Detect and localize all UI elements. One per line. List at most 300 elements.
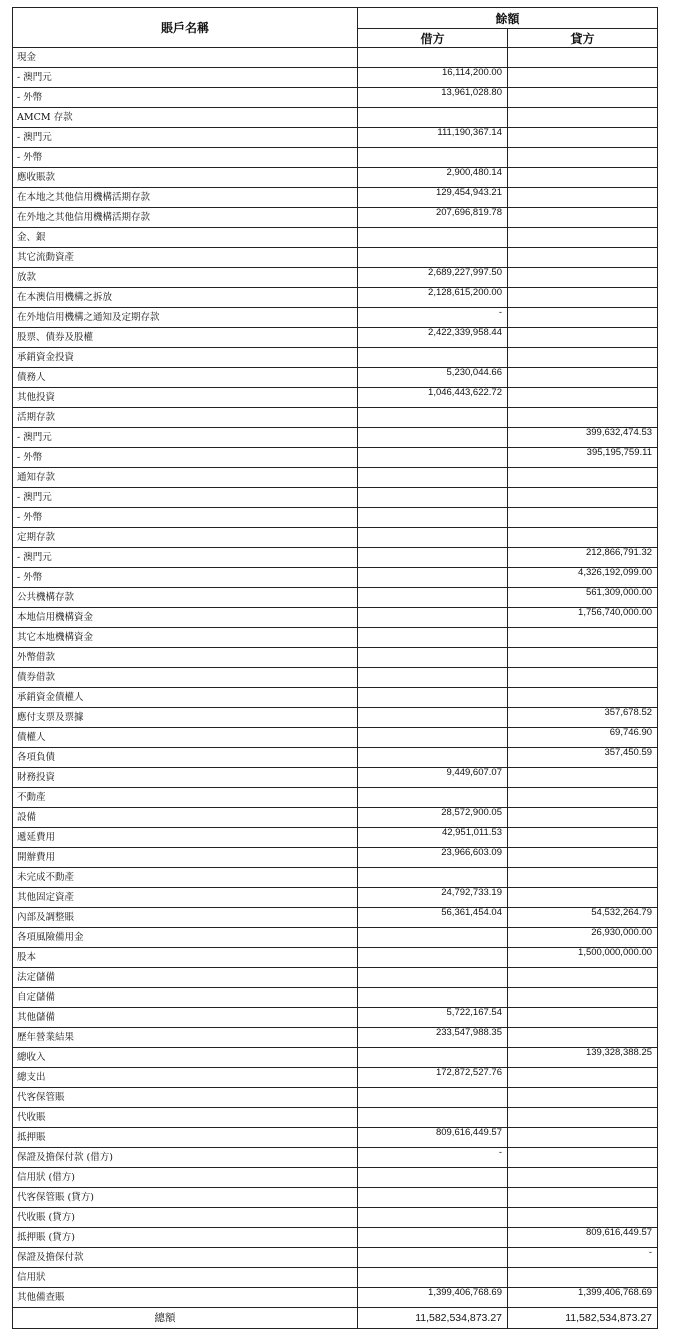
table-row [13, 568, 658, 588]
debit-cell [358, 108, 508, 128]
debit-value: 129,454,943.21 [435, 187, 502, 198]
account-name-cell: 未完成不動產 [13, 868, 358, 888]
credit-cell [508, 748, 658, 768]
debit-cell [358, 728, 508, 748]
debit-cell [358, 568, 508, 588]
credit-value: 139,328,388.25 [585, 1047, 653, 1058]
credit-value: - [648, 1247, 653, 1258]
table-row [13, 328, 658, 348]
credit-cell [508, 848, 658, 868]
debit-cell [358, 68, 508, 88]
debit-cell [358, 848, 508, 868]
debit-value: 56,361,454.04 [441, 907, 502, 918]
account-name-cell: 財務投資 [13, 768, 358, 788]
account-name-cell: 其他固定資產 [13, 888, 358, 908]
debit-cell [358, 688, 508, 708]
debit-cell [358, 968, 508, 988]
credit-cell [508, 908, 658, 928]
account-name-cell: 其它流動資產 [13, 248, 358, 268]
table-row [13, 428, 658, 448]
credit-cell [508, 268, 658, 288]
debit-cell [358, 88, 508, 108]
credit-cell [508, 88, 658, 108]
debit-cell [358, 168, 508, 188]
credit-value: 561,309,000.00 [585, 587, 653, 598]
debit-cell [358, 548, 508, 568]
credit-value: 212,866,791.32 [585, 547, 653, 558]
table-row [13, 1028, 658, 1048]
credit-cell [508, 688, 658, 708]
table-row [13, 1268, 658, 1288]
table-row [13, 608, 658, 628]
debit-cell [358, 928, 508, 948]
table-row [13, 128, 658, 148]
credit-cell [508, 348, 658, 368]
credit-cell [508, 1268, 658, 1288]
credit-cell [508, 468, 658, 488]
header-credit: 貸方 [508, 29, 658, 48]
debit-cell [358, 828, 508, 848]
debit-cell [358, 1288, 508, 1308]
account-name-cell: 承銷資金投資 [13, 348, 358, 368]
table-row [13, 948, 658, 968]
debit-cell [358, 1248, 508, 1268]
debit-cell [358, 868, 508, 888]
credit-cell [508, 788, 658, 808]
credit-cell [508, 648, 658, 668]
credit-cell [508, 1188, 658, 1208]
debit-value: 28,572,900.05 [441, 807, 502, 818]
balance-sheet [12, 7, 657, 1329]
table-row [13, 1088, 658, 1108]
account-name-cell: 開辦費用 [13, 848, 358, 868]
account-name-cell: - 外幣 [13, 508, 358, 528]
credit-cell [508, 228, 658, 248]
account-name-cell: 放款 [13, 268, 358, 288]
debit-value: - [498, 307, 502, 318]
table-row [13, 808, 658, 828]
table-body [13, 48, 658, 1308]
account-name-cell: - 澳門元 [13, 548, 358, 568]
account-name-cell: 抵押賬 [13, 1128, 358, 1148]
credit-cell [508, 1128, 658, 1148]
account-name-cell: 信用狀 [13, 1268, 358, 1288]
debit-cell [358, 788, 508, 808]
credit-cell [508, 288, 658, 308]
debit-cell [358, 188, 508, 208]
table-row [13, 348, 658, 368]
account-name-cell: 遞延費用 [13, 828, 358, 848]
debit-cell [358, 1108, 508, 1128]
credit-cell [508, 948, 658, 968]
table-row [13, 868, 658, 888]
credit-cell [508, 1228, 658, 1248]
table-row [13, 88, 658, 108]
debit-cell [358, 48, 508, 68]
debit-cell [358, 228, 508, 248]
table-row [13, 1108, 658, 1128]
debit-cell [358, 268, 508, 288]
credit-cell [508, 1108, 658, 1128]
credit-cell [508, 68, 658, 88]
table-row [13, 68, 658, 88]
table-row [13, 748, 658, 768]
debit-cell [358, 488, 508, 508]
total-credit: 11,582,534,873.27 [508, 1308, 658, 1329]
account-name-cell: - 外幣 [13, 568, 358, 588]
debit-cell [358, 948, 508, 968]
debit-value: 2,128,615,200.00 [428, 287, 502, 298]
table-row [13, 108, 658, 128]
credit-cell [508, 148, 658, 168]
credit-cell [508, 1008, 658, 1028]
debit-value: 16,114,200.00 [441, 67, 502, 78]
debit-cell [358, 248, 508, 268]
debit-cell [358, 588, 508, 608]
debit-value: 233,547,988.35 [435, 1027, 502, 1038]
account-name-cell: 其他投資 [13, 388, 358, 408]
table-row [13, 1008, 658, 1028]
total-label: 總額 [13, 1308, 358, 1329]
debit-value: 2,900,480.14 [446, 167, 502, 178]
table-row [13, 1048, 658, 1068]
credit-value: 1,399,406,768.69 [578, 1287, 653, 1298]
total-row [13, 1308, 658, 1329]
account-name-cell: 總支出 [13, 1068, 358, 1088]
table-row [13, 488, 658, 508]
debit-value: 5,722,167.54 [446, 1007, 502, 1018]
table-row [13, 448, 658, 468]
debit-cell [358, 148, 508, 168]
table-row [13, 888, 658, 908]
credit-cell [508, 928, 658, 948]
account-name-cell: 承銷資金債權人 [13, 688, 358, 708]
credit-cell [508, 868, 658, 888]
debit-cell [358, 1068, 508, 1088]
account-name-cell: 代客保管賬 [13, 1088, 358, 1108]
account-name-cell: 在本澳信用機構之拆放 [13, 288, 358, 308]
account-name-cell: - 外幣 [13, 88, 358, 108]
table-row [13, 1168, 658, 1188]
debit-cell [358, 408, 508, 428]
credit-cell [508, 808, 658, 828]
account-name-cell: - 澳門元 [13, 428, 358, 448]
table-row [13, 788, 658, 808]
table-row [13, 1208, 658, 1228]
credit-value: 26,930,000.00 [591, 927, 653, 938]
credit-cell [508, 128, 658, 148]
credit-cell [508, 208, 658, 228]
account-name-cell: 其他備查賬 [13, 1288, 358, 1308]
table-row [13, 988, 658, 1008]
table-row [13, 728, 658, 748]
debit-cell [358, 748, 508, 768]
table-row [13, 288, 658, 308]
account-name-cell: 其它本地機構資金 [13, 628, 358, 648]
account-name-cell: 法定儲備 [13, 968, 358, 988]
header-account-name: 賬戶名稱 [13, 8, 358, 48]
table-row [13, 268, 658, 288]
account-name-cell: 活期存款 [13, 408, 358, 428]
credit-value: 69,746.90 [609, 727, 653, 738]
debit-cell [358, 668, 508, 688]
account-name-cell: 定期存款 [13, 528, 358, 548]
debit-value: 111,190,367.14 [437, 127, 502, 138]
table-row [13, 848, 658, 868]
account-name-cell: 應付支票及票據 [13, 708, 358, 728]
credit-value: 357,450.59 [604, 747, 653, 758]
account-name-cell: 總收入 [13, 1048, 358, 1068]
credit-cell [508, 668, 658, 688]
account-name-cell: 股本 [13, 948, 358, 968]
table-row [13, 468, 658, 488]
debit-cell [358, 1048, 508, 1068]
table-row [13, 228, 658, 248]
credit-value: 4,326,192,099.00 [578, 567, 653, 578]
account-name-cell: 公共機構存款 [13, 588, 358, 608]
credit-cell [508, 1068, 658, 1088]
credit-cell [508, 1088, 658, 1108]
total-debit: 11,582,534,873.27 [358, 1308, 508, 1329]
table-row [13, 1148, 658, 1168]
credit-cell [508, 1248, 658, 1268]
table-row [13, 1288, 658, 1308]
account-name-cell: 代客保管賬 (貸方) [13, 1188, 358, 1208]
credit-cell [508, 188, 658, 208]
account-name-cell: 在外地之其他信用機構活期存款 [13, 208, 358, 228]
table-row [13, 368, 658, 388]
debit-value: 23,966,603.09 [441, 847, 502, 858]
debit-cell [358, 888, 508, 908]
credit-cell [508, 828, 658, 848]
debit-cell [358, 368, 508, 388]
account-name-cell: 歷年營業結果 [13, 1028, 358, 1048]
table-row [13, 308, 658, 328]
debit-cell [358, 508, 508, 528]
table-row [13, 628, 658, 648]
credit-cell [508, 448, 658, 468]
accounts-table [12, 7, 658, 1329]
account-name-cell: 內部及調整賬 [13, 908, 358, 928]
table-row [13, 648, 658, 668]
table-row [13, 828, 658, 848]
table-row [13, 528, 658, 548]
table-row [13, 1248, 658, 1268]
account-name-cell: 各項風險備用金 [13, 928, 358, 948]
table-row [13, 388, 658, 408]
credit-cell [508, 508, 658, 528]
table-row [13, 48, 658, 68]
account-name-cell: 保證及擔保付款 [13, 1248, 358, 1268]
account-name-cell: 其他儲備 [13, 1008, 358, 1028]
account-name-cell: AMCM 存款 [13, 108, 358, 128]
account-name-cell: 本地信用機構資金 [13, 608, 358, 628]
credit-cell [508, 488, 658, 508]
account-name-cell: 設備 [13, 808, 358, 828]
table-row [13, 968, 658, 988]
debit-cell [358, 808, 508, 828]
debit-cell [358, 1008, 508, 1028]
debit-cell [358, 428, 508, 448]
debit-cell [358, 288, 508, 308]
credit-cell [508, 588, 658, 608]
credit-value: 395,195,759.11 [586, 447, 653, 458]
debit-cell [358, 1148, 508, 1168]
table-row [13, 248, 658, 268]
credit-cell [508, 1048, 658, 1068]
debit-cell [358, 608, 508, 628]
debit-cell [358, 1168, 508, 1188]
credit-cell [508, 708, 658, 728]
account-name-cell: - 外幣 [13, 148, 358, 168]
credit-cell [508, 248, 658, 268]
debit-value: 1,399,406,768.69 [428, 1287, 502, 1298]
debit-value: 5,230,044.66 [446, 367, 502, 378]
credit-cell [508, 48, 658, 68]
header-balance: 餘額 [358, 8, 658, 29]
credit-cell [508, 548, 658, 568]
table-row [13, 508, 658, 528]
debit-value: 1,046,443,622.72 [428, 387, 502, 398]
debit-cell [358, 448, 508, 468]
account-name-cell: 外幣借款 [13, 648, 358, 668]
debit-cell [358, 208, 508, 228]
account-name-cell: 代收賬 [13, 1108, 358, 1128]
credit-cell [508, 568, 658, 588]
account-name-cell: 各項負債 [13, 748, 358, 768]
account-name-cell: 現金 [13, 48, 358, 68]
debit-cell [358, 988, 508, 1008]
account-name-cell: 代收賬 (貸方) [13, 1208, 358, 1228]
account-name-cell: 通知存款 [13, 468, 358, 488]
table-row [13, 1068, 658, 1088]
credit-cell [508, 308, 658, 328]
credit-cell [508, 368, 658, 388]
credit-cell [508, 408, 658, 428]
account-name-cell: 在本地之其他信用機構活期存款 [13, 188, 358, 208]
debit-cell [358, 468, 508, 488]
account-name-cell: 抵押賬 (貸方) [13, 1228, 358, 1248]
debit-cell [358, 308, 508, 328]
table-row [13, 1228, 658, 1248]
credit-value: 1,500,000,000.00 [578, 947, 653, 958]
table-row [13, 668, 658, 688]
account-name-cell: 不動產 [13, 788, 358, 808]
credit-cell [508, 108, 658, 128]
debit-value: 2,422,339,958.44 [428, 327, 502, 338]
debit-cell [358, 1268, 508, 1288]
table-row [13, 168, 658, 188]
header-debit: 借方 [358, 29, 508, 48]
table-row [13, 588, 658, 608]
credit-cell [508, 888, 658, 908]
account-name-cell: 金、銀 [13, 228, 358, 248]
credit-cell [508, 428, 658, 448]
debit-value: 2,689,227,997.50 [428, 267, 502, 278]
credit-cell [508, 988, 658, 1008]
credit-cell [508, 628, 658, 648]
debit-value: - [498, 1147, 502, 1158]
credit-cell [508, 1168, 658, 1188]
debit-cell [358, 1128, 508, 1148]
account-name-cell: - 外幣 [13, 448, 358, 468]
debit-value: 809,616,449.57 [435, 1127, 502, 1138]
debit-cell [358, 348, 508, 368]
account-name-cell: 債券借款 [13, 668, 358, 688]
account-name-cell: - 澳門元 [13, 488, 358, 508]
credit-cell [508, 328, 658, 348]
debit-value: 42,951,011.53 [441, 827, 502, 838]
debit-cell [358, 1208, 508, 1228]
table-row [13, 1188, 658, 1208]
table-row [13, 688, 658, 708]
credit-cell [508, 1208, 658, 1228]
credit-value: 399,632,474.53 [585, 427, 653, 438]
debit-cell [358, 628, 508, 648]
credit-cell [508, 728, 658, 748]
debit-cell [358, 708, 508, 728]
credit-cell [508, 1028, 658, 1048]
table-row [13, 708, 658, 728]
credit-cell [508, 968, 658, 988]
debit-cell [358, 1188, 508, 1208]
table-row [13, 148, 658, 168]
debit-value: 24,792,733.19 [441, 887, 502, 898]
debit-cell [358, 388, 508, 408]
debit-value: 207,696,819.78 [435, 207, 502, 218]
debit-cell [358, 1228, 508, 1248]
table-row [13, 188, 658, 208]
account-name-cell: 債務人 [13, 368, 358, 388]
credit-cell [508, 1288, 658, 1308]
account-name-cell: 在外地信用機構之通知及定期存款 [13, 308, 358, 328]
debit-cell [358, 1028, 508, 1048]
credit-value: 357,678.52 [604, 707, 653, 718]
credit-value: 1,756,740,000.00 [578, 607, 653, 618]
debit-cell [358, 528, 508, 548]
table-row [13, 768, 658, 788]
debit-value: 9,449,607.07 [446, 767, 502, 778]
account-name-cell: 信用狀 (借方) [13, 1168, 358, 1188]
table-row [13, 408, 658, 428]
debit-cell [358, 128, 508, 148]
account-name-cell: 股票、債券及股權 [13, 328, 358, 348]
credit-cell [508, 528, 658, 548]
debit-cell [358, 1088, 508, 1108]
debit-cell [358, 328, 508, 348]
table-row [13, 928, 658, 948]
account-name-cell: 債權人 [13, 728, 358, 748]
credit-cell [508, 388, 658, 408]
table-row [13, 548, 658, 568]
debit-value: 13,961,028.80 [441, 87, 502, 98]
account-name-cell: 自定儲備 [13, 988, 358, 1008]
account-name-cell: - 澳門元 [13, 68, 358, 88]
table-row [13, 908, 658, 928]
credit-cell [508, 768, 658, 788]
account-name-cell: 保證及擔保付款 (借方) [13, 1148, 358, 1168]
account-name-cell: - 澳門元 [13, 128, 358, 148]
debit-cell [358, 648, 508, 668]
debit-cell [358, 908, 508, 928]
credit-cell [508, 608, 658, 628]
table-row [13, 208, 658, 228]
credit-cell [508, 168, 658, 188]
credit-cell [508, 1148, 658, 1168]
debit-value: 172,872,527.76 [435, 1067, 502, 1078]
credit-value: 54,532,264.79 [591, 907, 653, 918]
account-name-cell: 應收賬款 [13, 168, 358, 188]
